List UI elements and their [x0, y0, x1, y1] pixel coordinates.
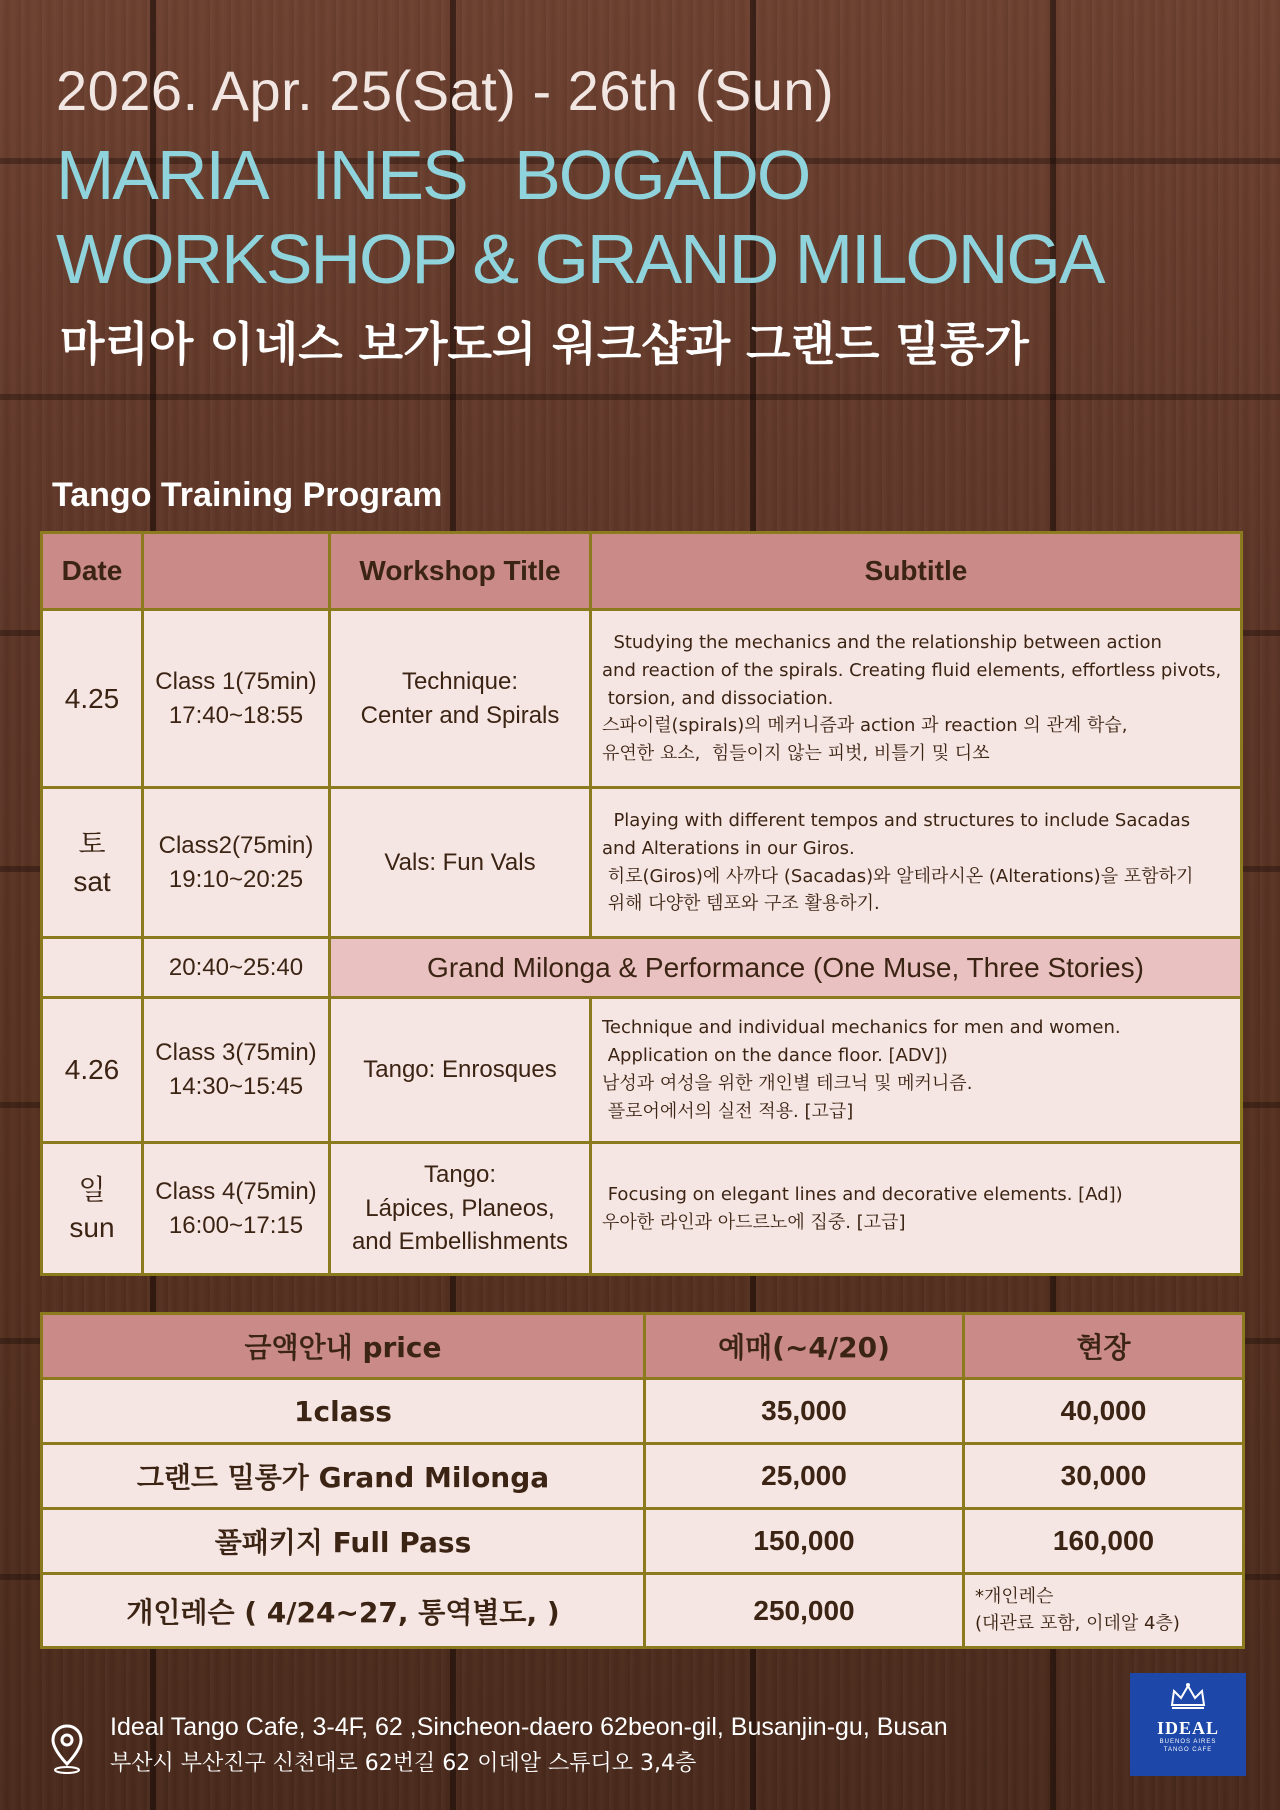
milonga-time: 20:40~25:40	[143, 938, 330, 998]
workshop-title: Vals: Fun Vals	[384, 848, 536, 876]
subtitle-line: 히로(Giros)에 사까다 (Sacadas)와 알테라시온 (Alterations)을 포함하기	[602, 865, 1194, 887]
class-name: Class2(75min)	[158, 831, 314, 859]
price-item: 풀패키지 Full Pass	[42, 1509, 645, 1574]
class-cell	[143, 998, 330, 1143]
day-korean: 일	[78, 1173, 106, 1205]
price-table	[40, 1312, 1245, 1649]
title-line-1: MARIA INES BOGADO	[56, 136, 810, 214]
price-presale: 25,000	[645, 1444, 964, 1509]
class-cell	[143, 610, 330, 788]
subtitle-line: Focusing on elegant lines and decorative elements. [Ad])	[602, 1183, 1123, 1205]
workshop-title: Tango:	[423, 1161, 497, 1189]
class-name: Class 3(75min)	[155, 1039, 317, 1067]
day-english: sat	[73, 865, 111, 897]
title-line-2: WORKSHOP & GRAND MILONGA	[56, 220, 1104, 298]
subtitle-line: 스파이럴(spirals)의 메커니즘과 action 과 reaction 의 관계 학습,	[602, 715, 1128, 737]
crown-icon	[1168, 1681, 1208, 1711]
class-time: 16:00~17:15	[168, 1211, 304, 1239]
table-row	[42, 1143, 1242, 1275]
table-row	[42, 610, 1242, 788]
subtitle-line: 플로어에서의 실전 적용. [고급]	[602, 1100, 854, 1122]
logo-name: IDEAL	[1156, 1718, 1219, 1738]
price-header-presale: 예매(~4/20)	[645, 1314, 964, 1379]
subtitle-line: Studying the mechanics and the relationship between action	[602, 631, 1162, 653]
workshop-title: Center and Spirals	[360, 701, 560, 729]
subtitle-line: Playing with different tempos and structures to include Sacadas	[602, 809, 1191, 831]
day-english: sun	[69, 1211, 115, 1243]
workshop-title: Technique:	[401, 667, 519, 695]
workshop-title-cell	[330, 998, 591, 1143]
class-name: Class 4(75min)	[155, 1177, 317, 1205]
header-subtitle: Subtitle	[591, 533, 1242, 610]
price-header-item: 금액안내 price	[42, 1314, 645, 1379]
program-header-row	[42, 533, 1242, 610]
workshop-title: and Embellishments	[351, 1228, 569, 1256]
price-row	[42, 1509, 1244, 1574]
header-workshop-title: Workshop Title	[330, 533, 591, 610]
ideal-logo	[1130, 1673, 1246, 1776]
subtitle-line: 남성과 여성을 위한 개인별 테크닉 및 메커니즘.	[602, 1073, 973, 1094]
workshop-title: Tango: Enrosques	[363, 1056, 557, 1084]
workshop-title: Lápices, Planeos,	[365, 1194, 555, 1222]
logo-tagline: TANGO CAFE	[1163, 1746, 1213, 1753]
class-name: Class 1(75min)	[155, 667, 317, 695]
empty-cell	[42, 938, 143, 998]
subtitle-cell	[591, 788, 1242, 938]
logo-tagline: BUENOS AIRES	[1159, 1739, 1217, 1745]
table-row	[42, 998, 1242, 1143]
price-item: 1class	[42, 1379, 645, 1444]
price-header-onsite: 현장	[964, 1314, 1244, 1379]
class-time: 14:30~15:45	[168, 1073, 304, 1100]
subtitle-line: and Alterations in our Giros.	[602, 837, 855, 859]
workshop-title-cell	[330, 788, 591, 938]
price-note	[964, 1574, 1244, 1648]
subtitle-line: Application on the dance floor. [ADV])	[602, 1045, 948, 1067]
date-cell: 4.26	[42, 998, 143, 1143]
price-onsite: 160,000	[964, 1509, 1244, 1574]
subtitle-line: torsion, and dissociation.	[602, 687, 834, 709]
class-cell	[143, 788, 330, 938]
price-presale: 250,000	[645, 1574, 964, 1648]
milonga-title: Grand Milonga & Performance (One Muse, Three Stories)	[330, 938, 1242, 998]
header-class	[143, 533, 330, 610]
subtitle-cell	[591, 998, 1242, 1143]
subtitle-cell	[591, 1143, 1242, 1275]
price-row	[42, 1379, 1244, 1444]
day-cell	[42, 788, 143, 938]
price-note-line: *개인레슨	[975, 1586, 1054, 1608]
subtitle-line: and reaction of the spirals. Creating fluid elements, effortless pivots,	[602, 659, 1222, 681]
workshop-title-cell	[330, 610, 591, 788]
price-onsite: 40,000	[964, 1379, 1244, 1444]
price-item: 그랜드 밀롱가 Grand Milonga	[42, 1444, 645, 1509]
price-header-row	[42, 1314, 1244, 1379]
korean-title: 마리아 이네스 보가도의 워크샵과 그랜드 밀롱가	[60, 317, 1029, 371]
price-presale: 35,000	[645, 1379, 964, 1444]
subtitle-line: 위해 다양한 템포와 구조 활용하기.	[602, 893, 880, 915]
header-date: Date	[42, 533, 143, 610]
day-cell	[42, 1143, 143, 1275]
price-note-line: (대관료 포함, 이데알 4층)	[975, 1612, 1180, 1634]
date-cell: 4.25	[42, 610, 143, 788]
footer-address	[110, 1708, 948, 1781]
class-time: 19:10~20:25	[168, 865, 304, 893]
table-row	[42, 788, 1242, 938]
price-row	[42, 1444, 1244, 1509]
subtitle-cell	[591, 610, 1242, 788]
address-english: Ideal Tango Cafe, 3-4F, 62 ,Sincheon-daero 62beon-gil, Busanjin-gu, Busan	[110, 1713, 948, 1741]
workshop-title-cell	[330, 1143, 591, 1275]
day-korean: 토	[78, 827, 106, 859]
address-korean: 부산시 부산진구 신천대로 62번길 62 이데알 스튜디오 3,4층	[110, 1750, 697, 1776]
section-title: Tango Training Program	[52, 476, 443, 514]
location-pin-icon	[50, 1724, 84, 1776]
program-table	[40, 531, 1243, 1276]
subtitle-line: Technique and individual mechanics for men and women.	[602, 1017, 1121, 1039]
price-item: 개인레슨 ( 4/24~27, 통역별도, )	[42, 1574, 645, 1648]
price-row	[42, 1574, 1244, 1648]
subtitle-line: 유연한 요소, 힘들이지 않는 피벗, 비틀기 및 디쏘	[602, 743, 990, 765]
class-cell	[143, 1143, 330, 1275]
milonga-row	[42, 938, 1242, 998]
event-date: 2026. Apr. 25(Sat) - 26th (Sun)	[56, 59, 835, 122]
price-onsite: 30,000	[964, 1444, 1244, 1509]
price-presale: 150,000	[645, 1509, 964, 1574]
subtitle-line: 우아한 라인과 아드르노에 집중. [고급]	[602, 1211, 906, 1233]
class-time: 17:40~18:55	[168, 701, 304, 729]
